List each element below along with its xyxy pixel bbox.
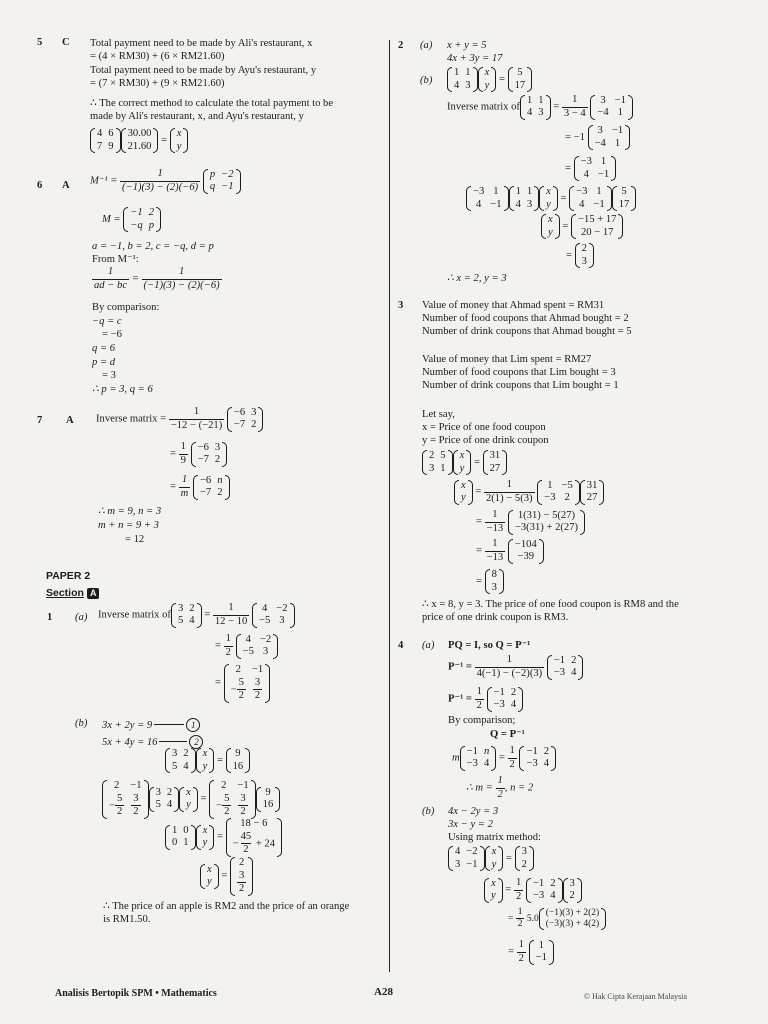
matrix: −104 −39 [508,539,544,564]
math-line: 3x + 2y = 9 1 [102,718,200,733]
matrix: −1 n −3 4 [460,746,497,771]
matrix: 1 −5 −3 2 [537,480,580,505]
question-number: 4 [398,640,404,651]
text-line: is RM1.50. [103,914,151,925]
part-label: (a) [422,640,435,651]
math-line: = 2 3 [566,243,594,268]
section-heading: Section A [46,587,99,599]
text-line: ∴ p = 3, q = 6 [92,384,153,395]
math-line: x y = 2 $\frac{3}{2}$ [200,857,253,896]
matrix: x y [485,846,504,871]
matrix: 18 − 6 − $\frac{45}{2}$ + 24 [226,818,282,857]
text-line: From M⁻¹: [92,254,139,265]
matrix: 3 2 5 4 [165,748,196,773]
matrix: 31 27 [483,450,508,475]
text-line: = (7 × RM30) + (9 × RM21.60) [90,78,225,89]
math-line: = $\frac{1}{-13}$ 1(31) − 5(27) −3(31) + 2(27) [476,509,585,535]
matrix: 30.00 21.60 [121,128,159,153]
matrix: x y [196,748,215,773]
matrix: x y [196,825,215,850]
math-line: = $\frac{1}{2}$ 1 −1 [508,939,554,965]
math-line: M⁻¹ = $\frac{1}{(-1)(3) - (2)(-6)}$ p −2 q −1 [90,168,241,194]
math-line: Inverse matrix of 1 1 4 3 = $\frac{1}{3 - 4}$ 3 −1 −4 1 [447,94,633,120]
text-line: made by Ali's restaurant, x, and Ayu's restaurant, y [90,111,304,122]
matrix: 9 16 [226,748,251,773]
text-line: −q = c [92,316,122,327]
question-number: 5 [37,37,43,48]
matrix: 2 −1 − $\frac{5}{2}$ $\frac{3}{2}$ [209,780,256,819]
text-line: Value of money that Ahmad spent = RM31 [422,300,605,311]
part-label: (a) [75,612,88,623]
matrix: 2 −1 − $\frac{5}{2}$ $\frac{3}{2}$ [102,780,149,819]
text-line: ∴ x = 2, y = 3 [447,273,507,284]
math-line: m −1 n −3 4 = $\frac{1}{2}$ −1 2 −3 4 [452,745,556,771]
matrix: −3 1 4 −1 [574,156,617,181]
math-line: P⁻¹ = $\frac{1}{4(-1) - (-2)(3)}$ −1 2 −3 4 [448,654,583,680]
math-line: x y = $\frac{1}{2(1) - 5(3)}$ 1 −5 −3 2 31 27 [454,479,604,505]
matrix-equation: 4 6 7 9 30.00 21.60 = x y [90,128,188,153]
matrix: 1 −1 [529,940,554,965]
math-line: 4 −2 3 −1 x y = 3 2 [448,846,534,871]
matrix: x y [453,450,472,475]
matrix: 1 1 4 3 [520,95,551,120]
matrix: x y [170,128,189,153]
matrix: −6 n −7 2 [193,475,230,500]
text-line: a = −1, b = 2, c = −q, d = p [92,241,214,252]
text-line: x = Price of one food coupon [422,422,546,433]
matrix: (−1)(3) + 2(2) (−3)(3) + 4(2) [539,908,606,930]
matrix: x y [454,480,473,505]
matrix: 2 $\frac{3}{2}$ [230,857,253,896]
matrix: 8 3 [485,569,504,594]
text-line: 4x − 2y = 3 [448,806,499,817]
question-number: 6 [37,180,43,191]
matrix: 9 16 [256,787,281,812]
math-line: 5x + 4y = 16 2 [102,735,203,750]
matrix: −3 1 4 −1 [466,186,509,211]
text-line: By comparison: [92,302,160,313]
math-line: = −3 1 4 −1 [565,156,616,181]
text-line: Value of money that Lim spent = RM27 [422,354,592,365]
matrix: 2 5 3 1 [422,450,453,475]
matrix: −3 1 4 −1 [569,186,612,211]
text-line: q = 6 [92,343,116,354]
matrix: 3 −1 −4 1 [590,95,633,120]
matrix: 1 1 4 3 [447,67,478,92]
text-line: Number of drink coupons that Lim bought = 1 [422,380,619,391]
matrix: 3 2 5 4 [149,787,180,812]
math-line: Inverse matrix of 3 2 5 4 = $\frac{1}{12 - 10}$ 4 −2 −5 3 [98,602,295,628]
math-line: = $\frac{1}{9}$ −6 3 −7 2 [170,441,227,467]
text-line: Using matrix method: [448,832,541,843]
matrix: x y [484,878,503,903]
math-line: 2 −1 − $\frac{5}{2}$ $\frac{3}{2}$ 3 2 5 4 x y = 2 −1 − $\frac{5}{2}$ $\frac{3}{2}$ 9 16 [102,780,280,819]
matrix: x y [200,864,219,889]
question-number: 3 [398,300,404,311]
math-line: 1 1 4 3 x y = 5 17 [447,67,532,92]
matrix: −1 2 −3 4 [487,687,524,712]
text-line: By comparison; [448,715,516,726]
matrix: 1 0 0 1 [165,825,196,850]
question-number: 7 [37,415,43,426]
math-line: = 2 −1 − $\frac{5}{2}$ $\frac{3}{2}$ [215,664,270,703]
math-line: = $\frac{1}{-13}$ −104 −39 [476,538,544,564]
text-line: ∴ x = 8, y = 3. The price of one food coupon is RM8 and the [422,599,679,610]
text-line: = −6 [102,329,122,340]
math-line: 2 5 3 1 x y = 31 27 [422,450,507,475]
text-line: Number of drink coupons that Ahmad bought = 5 [422,326,632,337]
math-line: Inverse matrix = $\frac{1}{-12 - (-21)}$ −6 3 −7 2 [96,406,263,432]
matrix: 3 2 [515,846,534,871]
footer-book-title: Analisis Bertopik SPM • Mathematics [55,988,217,999]
section-badge: A [87,588,100,599]
matrix: −1 2 −3 4 [526,878,563,903]
text-line: m + n = 9 + 3 [98,520,159,531]
answer-letter: A [66,415,74,426]
math-line: x y = $\frac{1}{2}$ −1 2 −3 4 3 2 [484,877,582,903]
math-line: = $\frac{1}{m}$ −6 n −7 2 [170,474,230,500]
math-line: = $\frac{1}{2}$ 5.0 (−1)(3) + 2(2) (−3)(3) + 4(2) [508,907,606,930]
text-line: Total payment need to be made by Ayu's restaurant, y [90,65,317,76]
math-line: −3 1 4 −1 1 1 4 3 x y = −3 1 4 −1 5 17 [466,186,636,211]
math-line: = −1 3 −1 −4 1 [565,125,630,150]
text-line: Let say, [422,409,455,420]
matrix: −15 + 17 20 − 17 [571,214,623,239]
math-line: 3 2 5 4 x y = 9 16 [165,748,250,773]
matrix: 1(31) − 5(27) −3(31) + 2(27) [508,510,585,535]
answer-letter: A [62,180,70,191]
text-line: ∴ m = 9, n = 3 [98,506,162,517]
matrix: p −2 q −1 [203,169,241,194]
matrix: −1 2 −q p [123,207,161,232]
matrix: 2 3 [575,243,594,268]
part-label: (b) [422,806,435,817]
math-line: P⁻¹ = $\frac{1}{2}$ −1 2 −3 4 [448,686,523,712]
matrix: x y [541,214,560,239]
matrix: x y [478,67,497,92]
text-line: y = Price of one drink coupon [422,435,549,446]
text-line: price of one drink coupon is RM3. [422,612,569,623]
matrix: x y [539,186,558,211]
matrix: 5 17 [612,186,637,211]
matrix: 3 −1 −4 1 [588,125,631,150]
text-line: 3x − y = 2 [448,819,493,830]
matrix: 4 −2 −5 3 [252,603,295,628]
math-line: = 8 3 [476,569,504,594]
copyright-notice: © Hak Cipta Kerajaan Malaysia [584,992,687,1001]
matrix: x y [179,787,198,812]
matrix: 3 2 [563,878,582,903]
text-line: = 3 [102,370,116,381]
math-line: = $\frac{1}{2}$ 4 −2 −5 3 [215,633,278,659]
matrix: 5 17 [508,67,533,92]
math-line: 1 0 0 1 x y = 18 − 6 − $\frac{45}{2}$ + 24 [165,818,282,857]
text-line: p = d [92,357,116,368]
text-line: Q = P⁻¹ [490,729,525,740]
math-line: $\frac{1}{ad - bc}$ = $\frac{1}{(-1)(3) - (2)(-6)}$ [94,266,220,291]
text-line: 4x + 3y = 17 [447,53,503,64]
question-number: 1 [47,612,53,623]
matrix: 31 27 [580,480,605,505]
text-line: Number of food coupons that Ahmad bought = 2 [422,313,629,324]
matrix: 1 1 4 3 [509,186,540,211]
text-line: = (4 × RM30) + (6 × RM21.60) [90,51,225,62]
part-label: (b) [75,718,88,729]
question-number: 2 [398,40,404,51]
math-line: ∴ m = $\frac{1}{2}$ , n = 2 [466,775,534,800]
text-line: Total payment need to be made by Ali's restaurant, x [90,38,313,49]
part-label: (a) [420,40,433,51]
math-line: x y = −15 + 17 20 − 17 [541,214,623,239]
text-line: ∴ The correct method to calculate the total payment to be [90,98,334,109]
answer-letter: C [62,37,70,48]
text-line: x + y = 5 [447,40,487,51]
matrix: −6 3 −7 2 [227,407,264,432]
text-line: Number of food coupons that Lim bought = 3 [422,367,616,378]
matrix: 4 −2 3 −1 [448,846,485,871]
matrix: 4 6 7 9 [90,128,121,153]
page-number: A28 [374,986,393,998]
text-line: = 12 [125,534,145,545]
matrix: −1 2 −3 4 [547,655,584,680]
text-line: PQ = I, so Q = P⁻¹ [448,640,531,651]
matrix: 3 2 5 4 [171,603,202,628]
text-line: ∴ The price of an apple is RM2 and the price of an orange [103,901,350,912]
column-divider [389,40,390,972]
math-line: M = −1 2 −q p [102,207,161,232]
matrix: −1 2 −3 4 [519,746,556,771]
part-label: (b) [420,75,433,86]
matrix: 4 −2 −5 3 [236,634,279,659]
paper-title: PAPER 2 [46,570,91,582]
matrix: 2 −1 − $\frac{5}{2}$ $\frac{3}{2}$ [224,664,271,703]
matrix: −6 3 −7 2 [191,442,228,467]
